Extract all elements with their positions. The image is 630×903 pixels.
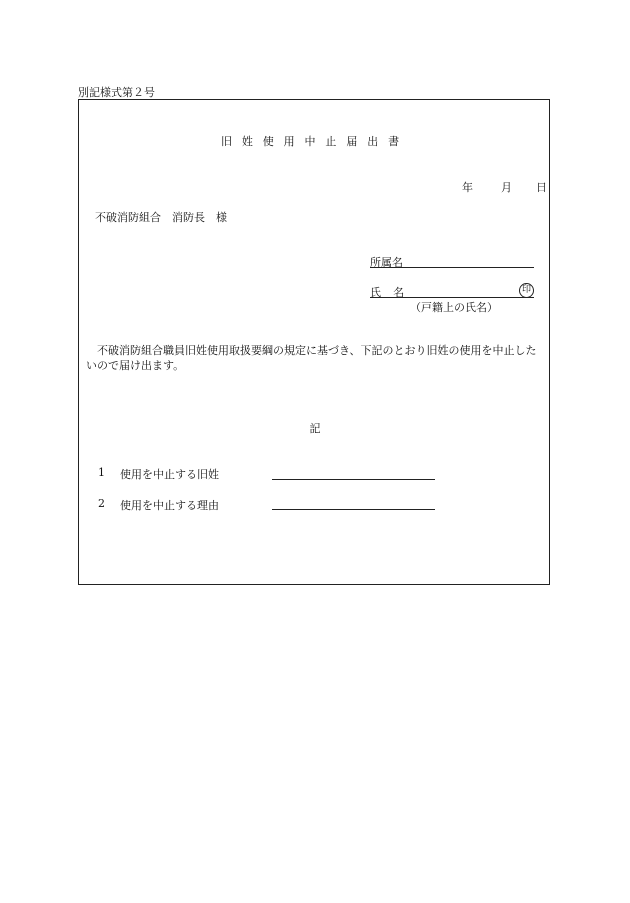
item-number: 2 <box>98 497 105 510</box>
item-label-reason: 使用を中止する理由 <box>120 499 219 512</box>
name-field[interactable] <box>370 297 534 298</box>
form-title: 旧姓使用中止届出書 <box>220 135 410 148</box>
affiliation-label: 所属名 <box>370 256 403 269</box>
name-label: 氏名 <box>370 286 417 299</box>
form-number: 別記様式第２号 <box>78 86 155 99</box>
affiliation-field[interactable] <box>370 267 534 268</box>
date-day-label: 日 <box>536 181 547 194</box>
date-month-label: 月 <box>501 181 512 194</box>
body-text: 不破消防組合職員旧姓使用取扱要綱の規定に基づき、下記のとおり旧姓の使用を中止したいので届け出ます。 <box>86 344 537 372</box>
item-label-former-surname: 使用を中止する旧姓 <box>120 468 219 481</box>
date-year-label: 年 <box>462 181 473 194</box>
addressee: 不破消防組合 消防長 様 <box>95 211 227 224</box>
former-surname-field[interactable] <box>272 479 435 480</box>
item-number: 1 <box>98 466 105 479</box>
name-note: （戸籍上の氏名） <box>410 301 498 314</box>
seal-mark: 印 <box>519 283 534 298</box>
reason-field[interactable] <box>272 509 435 510</box>
ki-heading: 記 <box>309 422 321 435</box>
